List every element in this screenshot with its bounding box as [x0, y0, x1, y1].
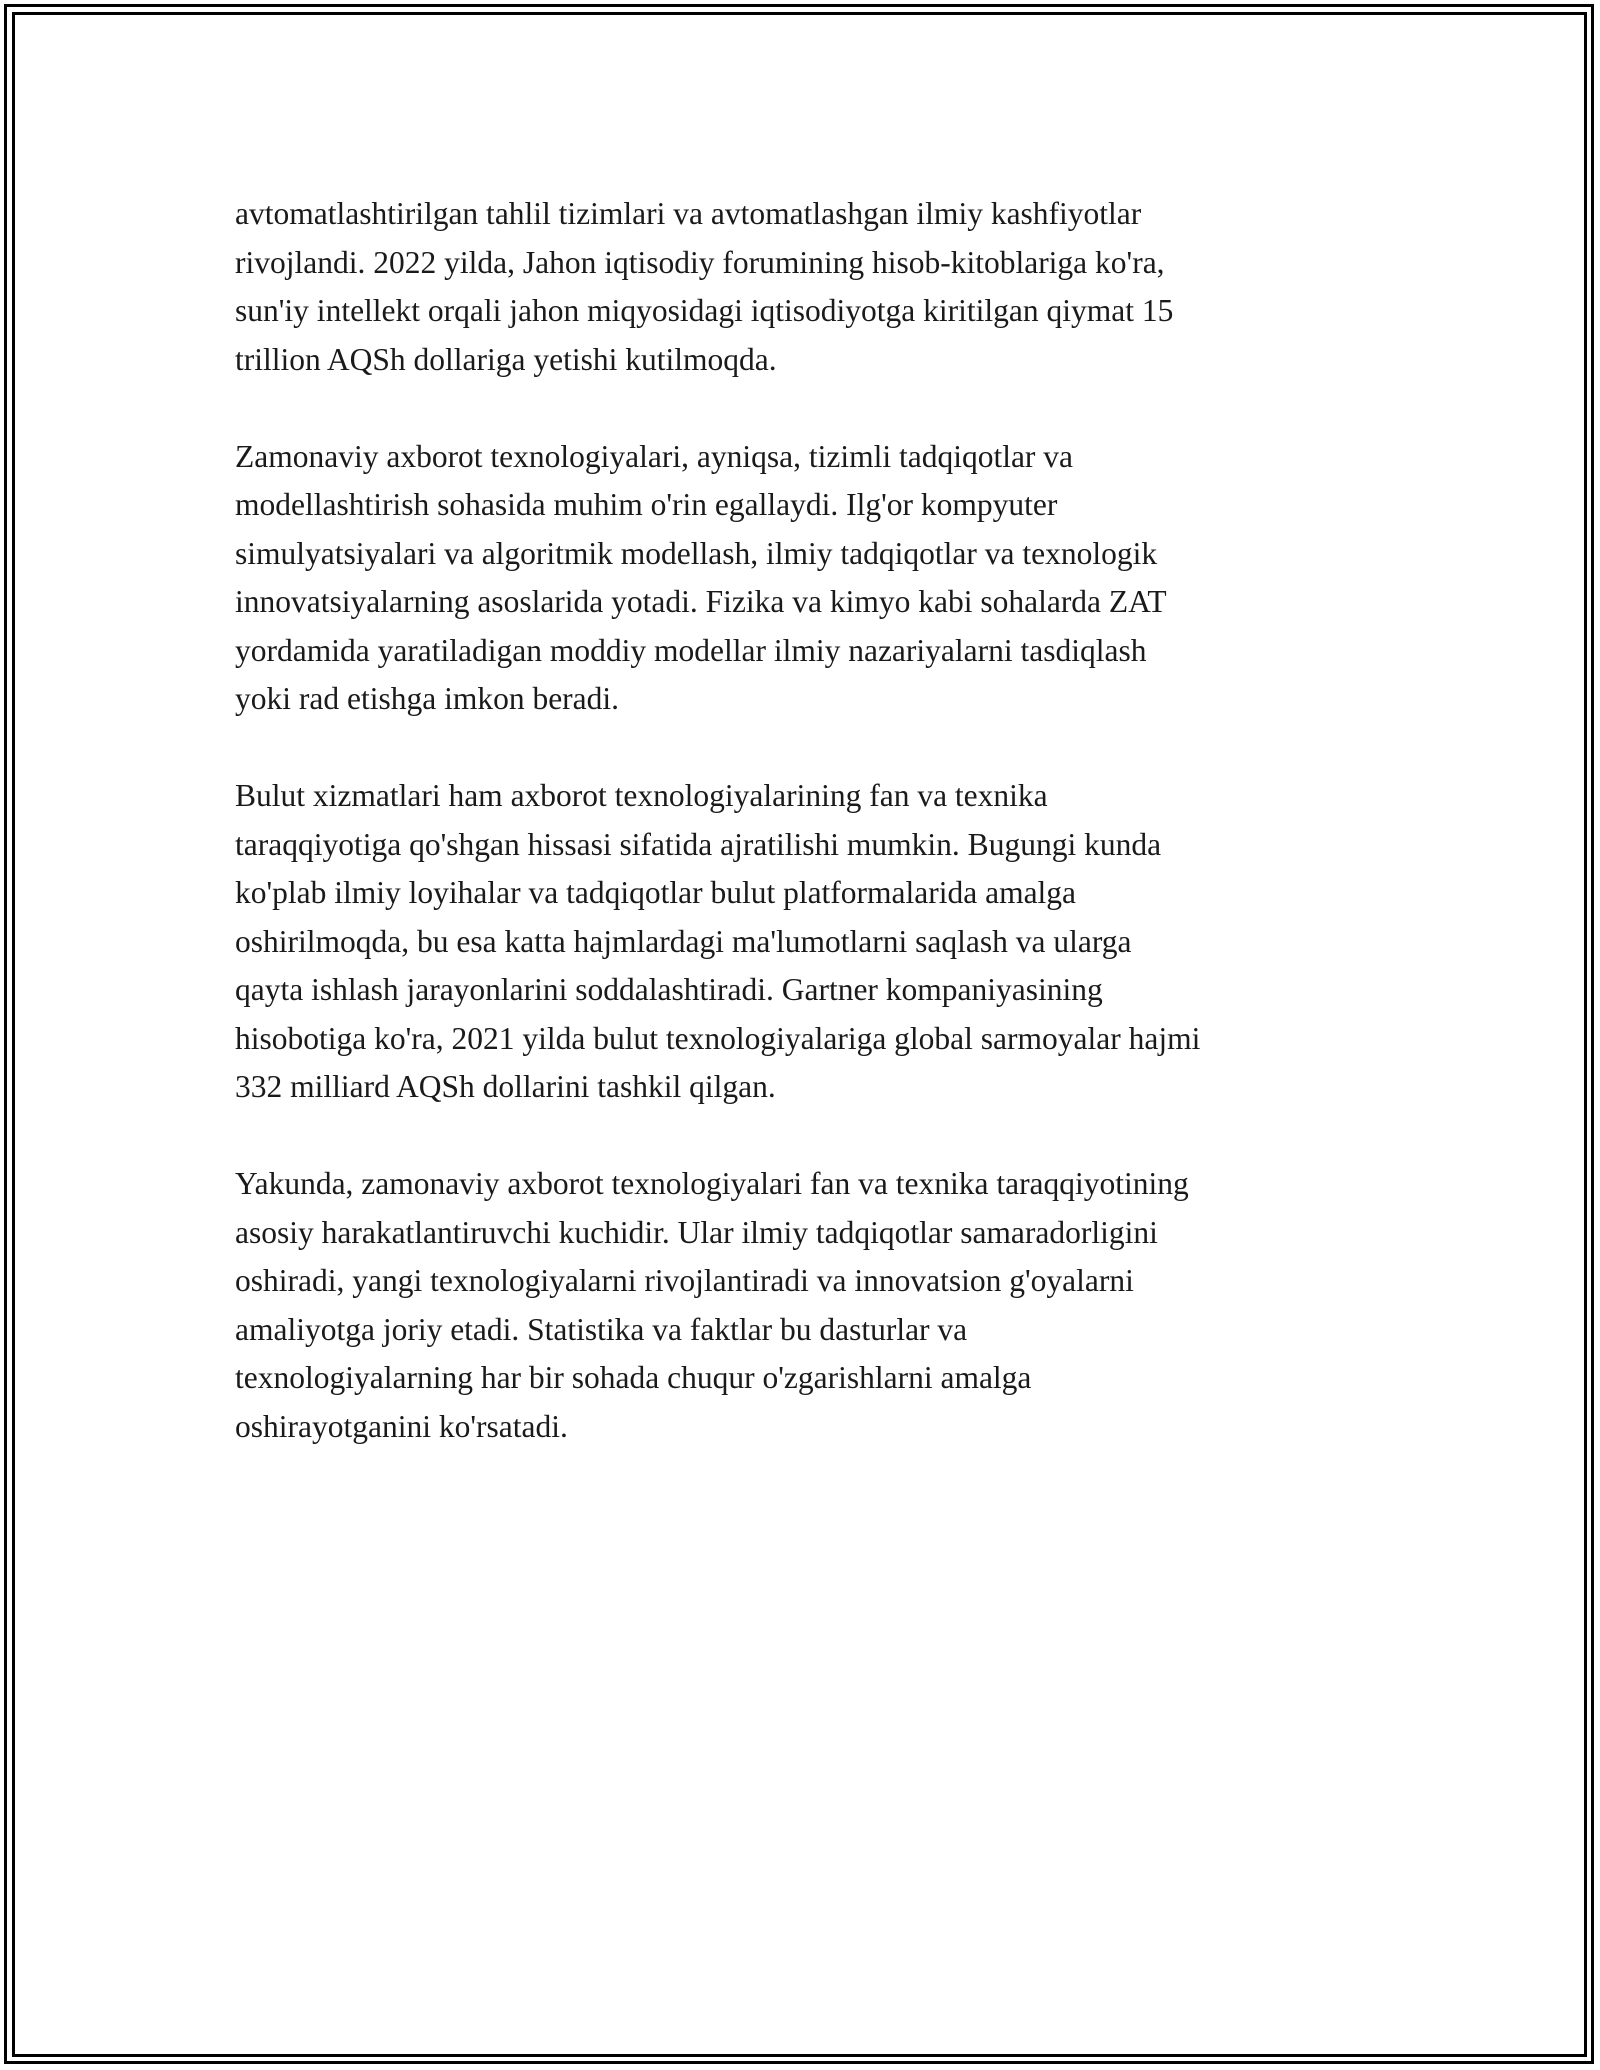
paragraph-ai-economy: avtomatlashtirilgan tahlil tizimlari va avtomatlashgan ilmiy kashfiyotlar rivojlandi. 2022 yilda, Jahon iqtisodiy forumining hisob-kitoblariga ko'ra, sun'iy intellekt orqali jahon miqyosidagi iqtisodiyotga kiritilgan qiymat 15 trillion AQSh dollariga yetishi kutilmoqda. — [235, 196, 1174, 377]
document-body — [235, 190, 1370, 1500]
paragraph-modeling: Zamonaviy axborot texnologiyalari, ayniqsa, tizimli tadqiqotlar va modellashtirish sohasida muhim o'rin egallaydi. Ilg'or kompyuter simulyatsiyalari va algoritmik modellash, ilmiy tadqiqotlar va texnologik innovatsiyalarning asoslarida yotadi. Fizika va kimyo kabi sohalarda ZAT yordamida yaratiladigan moddiy modellar ilmiy nazariyalarni tasdiqlash yoki rad etishga imkon beradi. — [235, 438, 1167, 716]
paragraph-cloud-services: Bulut xizmatlari ham axborot texnologiyalarining fan va texnika taraqqiyotiga qo'shgan hissasi sifatida ajratilishi mumkin. Bugungi kunda ko'plab ilmiy loyihalar va tadqiqotlar bulut platformalarida amalga oshirilmoqda, bu esa katta hajmlardagi ma'lumotlarni saqlash va ularga qayta ishlash jarayonlarini soddalashtiradi. Gartner kompaniyasining hisobotiga ko'ra, 2021 yilda bulut texnologiyalariga global sarmoyalar hajmi 332 milliard AQSh dollarini tashkil qilgan. — [235, 778, 1201, 1104]
paragraph-conclusion: Yakunda, zamonaviy axborot texnologiyalari fan va texnika taraqqiyotining asosiy harakatlantiruvchi kuchidir. Ular ilmiy tadqiqotlar samaradorligini oshiradi, yangi texnologiyalarni rivojlantiradi va innovatsion g'oyalarni amaliyotga joriy etadi. Statistika va faktlar bu dasturlar va texnologiyalarning har bir sohada chuqur o'zgarishlarni amalga oshirayotganini ko'rsatadi. — [235, 1166, 1189, 1444]
